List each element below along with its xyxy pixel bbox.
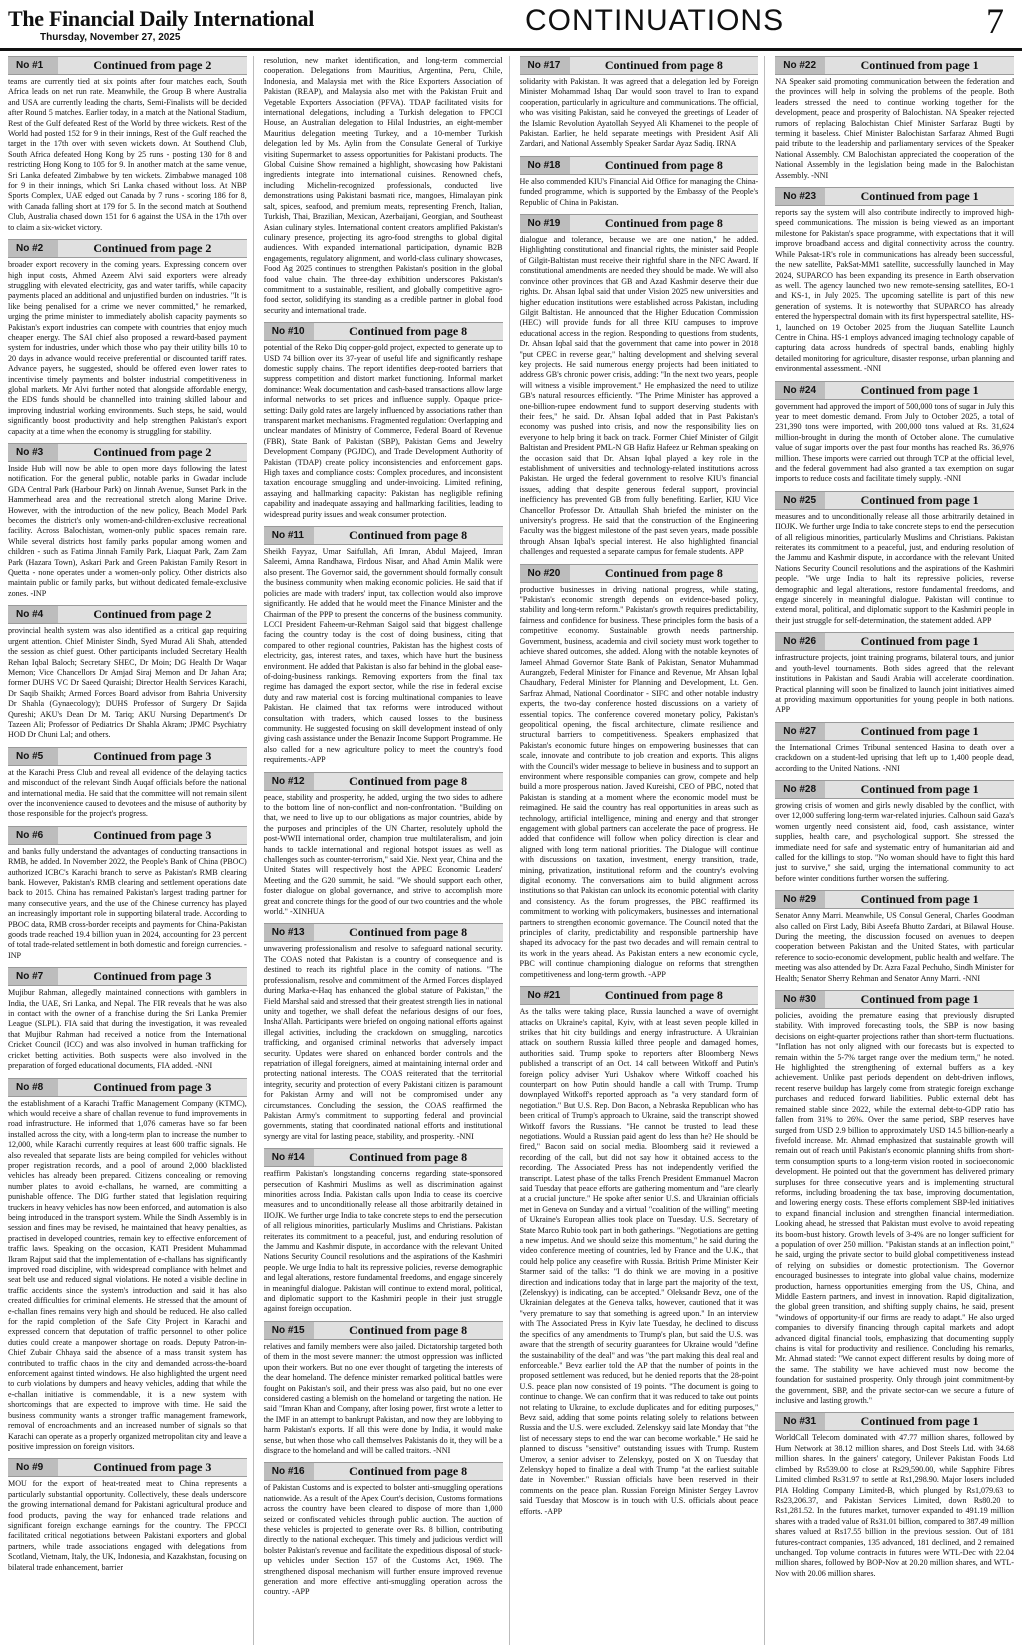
story-header bbox=[520, 156, 759, 175]
continued-from-label: Continued from page 8 bbox=[349, 324, 468, 339]
paper-date: Thursday, November 27, 2025 bbox=[40, 32, 181, 43]
story-number: No #17 bbox=[520, 57, 570, 74]
story-header bbox=[8, 239, 247, 258]
story-header bbox=[8, 1078, 247, 1097]
story-number: No #8 bbox=[8, 1079, 58, 1096]
story-number: No #10 bbox=[264, 323, 314, 340]
continuation-story bbox=[520, 56, 759, 150]
continued-from-label: Continued from page 3 bbox=[93, 1460, 212, 1475]
story-header bbox=[8, 443, 247, 462]
continued-from-label: Continued from page 8 bbox=[349, 1322, 468, 1337]
continued-from-label: Continued from page 2 bbox=[93, 445, 212, 459]
continuation-story bbox=[520, 214, 759, 558]
continued-from-label: Continued from page 2 bbox=[93, 607, 212, 622]
continuation-story bbox=[264, 526, 503, 766]
story-header bbox=[520, 56, 759, 75]
story-body: Mujibur Rahman, allegedly maintained connections with gamblers in India, the UAE, Sri Lanka, and Nepal. The FIR reveals that he was also in contact with the owner of a franchise during the Sri Lanka Premier League (SLPL). FIA said that during the investigation, it was revealed that Mujibur Rahman had received a notice from the International Cricket Council (ICC) and was also involved in human trafficking for cricket betting activities. Both suspects were also involved in the preparation of forged educational documents, FIA added. -NNI bbox=[8, 988, 247, 1071]
continued-from-label: Continued from page 8 bbox=[604, 216, 723, 231]
continued-from-label: Continued from page 1 bbox=[860, 1414, 979, 1429]
story-body: solidarity with Pakistan. It was agreed that a delegation led by Foreign Minister Mohammad Ishaq Dar would soon travel to Iran to expand cooperation, particularly in agriculture and communications. The official, who was visiting Pakistan, said he conveyed the greetings of Leader of the Islamic Revolution Ayatollah Seyyed Ali Khamenei to the people of Pakistan. Earlier, he held separate meetings with President Asif Ali Zardari, and National Assembly Speaker Sardar Ayaz Sadiq. IRNA bbox=[519, 77, 759, 149]
continuation-story bbox=[775, 722, 1014, 774]
story-number: No #19 bbox=[520, 215, 570, 232]
story-number: No #1 bbox=[8, 57, 58, 74]
continuation-story bbox=[8, 56, 247, 233]
story-number: No #28 bbox=[775, 781, 825, 798]
continuation-story bbox=[264, 923, 503, 1142]
story-number: No #25 bbox=[775, 492, 825, 509]
story-header bbox=[8, 1458, 247, 1477]
story-header bbox=[775, 632, 1014, 651]
continuation-story bbox=[8, 826, 247, 961]
story-header bbox=[8, 605, 247, 624]
story-header bbox=[264, 526, 503, 545]
page-number: 7 bbox=[986, 1, 1004, 41]
story-body: relatives and family members were also jailed. Dictatorship targeted both of them in the most severe manner: the utmost oppression was inflicted upon their workers. But no one ever thought of targeting the interests of the dear homeland. The defence minister remarked political battles were fought on Pakistan's soil, and their press was also paid, but no one ever considered casting a blemish on the homeland or targeting the nation. He said "Imran Khan and Company, after losing power, first wrote a letter to the IMF in an attempt to bankrupt Pakistan, and now they are lobbying to harm Pakistan's exports. If all this were done by India, it would make sense, but when those who call themselves Pakistanis do it, they will be a disgrace to the homeland and will be called traitors. -NNI bbox=[263, 1341, 503, 1455]
continued-from-label: Continued from page 2 bbox=[93, 241, 212, 256]
story-header bbox=[264, 1148, 503, 1167]
column bbox=[775, 56, 1014, 1645]
continued-from-label: Continued from page 2 bbox=[93, 58, 212, 72]
continuation-story bbox=[8, 1078, 247, 1453]
continuation-story bbox=[775, 780, 1014, 884]
story-number: No #16 bbox=[264, 1463, 314, 1480]
story-number: No #2 bbox=[8, 240, 58, 257]
continuation-story bbox=[520, 564, 759, 980]
story-body: growing crisis of women and girls newly disabled by the conflict, with over 12,000 suffering long-term war-related injuries. Calhoun said Gaza's women urgently need consistent aid, food, cash assistance, winter supplies, health care, and psychological support. She stressed the immediate need for safe and systematic entry of humanitarian aid and called for the killings to stop. "No woman should have to fight this hard just to survive," she said, urging the international community to act before winter conditions further worsen the suffering. bbox=[775, 800, 1014, 883]
story-body: reports say the system will also contribute indirectly to improved high-speed communications. The mission is being viewed as an important milestone for Pakistan's space programme, with expectations that it will improve broadband access and digital connectivity across the country. While Paksat-1R's role in communications has already been successful, the new satellite, PakSat-MM1 satellite, successfully launched in May 2024, SUPARCO has been expanding its presence in Earth observation as well. The agency launched two new remote-sensing satellites, EO-1 and KS-1, in July 2025. The upcoming satellite is part of this new generation of systems. It is noteworthy that SUPARCO has already entered the hyperspectral domain with its first hyperspectral satellite, HS-1, launched on 19 October 2025 from the Jiuquan Satellite Launch Centre in China. HS-1 employs advanced imaging technology capable of capturing data across hundreds of spectral bands, enabling highly detailed monitoring for agriculture, disaster response, urban planning and environmental assessment. -NNI bbox=[775, 208, 1014, 374]
continuation-story bbox=[8, 967, 247, 1071]
story-body: Sheikh Fayyaz, Umar Saifullah, Afi Imran, Abdul Majeed, Imran Saleemi, Amna Randhawa, Firdous Nisar, and Ahad Amin Malik were also present. The Governor said, the government should formally consult the business community when making economic policies. He said that if policies are made with traders' input, tax collection would also improve significantly. He added that he would meet the Finance Minister and the Chairman of the PPP to present the concerns of the business community. LCCI President Faheem-ur-Rehman Saigol said that biggest challenge facing the country today is the cost of doing business, citing that compared to other regional countries, Pakistan has the highest costs of electricity, gas, interest rates, and taxes, which have hurt the business environment. He added that Pakistan is also far behind in the global ease-of-doing-business rankings. Removing exporters from the final tax regime has damaged the export sector, while the rise in federal excise duty and raw material cost is forcing multinational companies to leave Pakistan. He claimed that tax reforms were introduced without consultation with traders, which caused losses to the business community. He suggested focusing on skill development instead of only giving cash assistance under the Benazir Income Support Programme. He also called for a new agriculture policy to meet the country's food requirements.-APP bbox=[263, 547, 503, 765]
story-body: at the Karachi Press Club and reveal all evidence of the delaying tactics and misconduct of the relevant Sindh Auqaf officials before the national and international media. He said that the committee will not remain silent over the inconvenience caused to devotees and the misuse of authority by those responsible for the project's progress. bbox=[8, 767, 247, 819]
story-number: No #4 bbox=[8, 606, 58, 623]
continuation-story bbox=[8, 747, 247, 820]
story-body: provincial health system was also identified as a critical gap requiring urgent attention. Chief Minister Sindh, Syed Murad Ali Shah, attended the session as chief guest. Other participants included Secretary Health Rehan Iqbal Baloch; Secretary SHEC, Dr Moin; DG Health Dr Waqar Memon; Vice Chancellors Dr Amjad Siraj Memon and Dr Jahan Ara; former DUHS VC Dr Saeed Quraishi; Director Health Services Karachi, Dr Saqib Shaikh; Armed Forces Board advisor from Bahria University Dr Shahla (Gynaecology); DUHS Professor of Surgery Dr Sajida Qureshi; AKU's Dean Dr M. Tariq; AKU Nursing Department's Dr Tazeen Ali; Professor of Pediatrics Dr Shahla Akram; JPMC Psychiatry HOD Dr Chuni Lal; and others. bbox=[8, 626, 247, 740]
story-header bbox=[264, 322, 503, 341]
story-body: of Pakistan Customs and is expected to bolster anti-smuggling operations nationwide. As a result of the Apex Court's decision, Customs formations across the country have been cleared to dispose of more than 1,000 seized or confiscated vehicles through public auction. The auction of these vehicles is projected to generate over Rs. 8 billion, contributing directly to the national exchequer. This timely and judicious verdict will bolster Pakistan's revenue and facilitate the expeditious disposal of stuck-up vehicles under Section 157 of the Customs Act, 1969. The strengthened disposal mechanism will further ensure improved revenue generation and more effective anti-smuggling operation across the country. -APP bbox=[263, 1483, 503, 1597]
story-body: WorldCall Telecom dominated with 47.77 million shares, followed by Hum Network at 38.12 million shares, and Dost Steels Ltd. with 34.68 million shares. In the gainers' category, Unilever Pakistan Foods Ltd climbed by Rs539.00 to close at Rs29,590.00, while Sapphire Fibres Limited climbed Rs31.97 to settle at Rs1,298.90. Major losers included PIA Holding Company Limited-B, which plunged by Rs1,079.63 to Rs23,206.37, and Pakistan Services Limited, down Rs80.20 to Rs1,281.52. In the futures market, turnover expanded to 491.19 million shares with a traded value of Rs31.01 billion, compared to 387.49 million shares valued at Rs17.55 billion in the previous session. Out of 181 futures-contract companies, 135 advanced, 181 declined, and 2 remained unchanged. Top volume contracts in futures were WTL-Dec with 22.04 million shares, followed by BOP-Nov at 20.20 million shares, and WTL-Nov with 20.06 million shares. bbox=[775, 1433, 1014, 1578]
story-body: unwavering professionalism and resolve to safeguard national security. The COAS noted that Pakistan is a country of consequence and is destined to reach its rightful place in the comity of nations. "The professionalism, resolve and commitment of the Armed Forces displayed during Marka-e-Haq has enhanced the global stature of Pakistan," the Field Marshal said and stressed that their greatest strength lies in national unity and together, we shall defeat the nefarious designs of our foes, Insha'Allah. Participants were briefed on ongoing national efforts against illegal activities, including the crackdown on smuggling, narcotics trafficking, and organised criminal networks that adversely impact security. Updates were shared on enhanced border controls and the repatriation of illegal foreigners, aimed at maintaining internal order and protecting national interests. The COAS reiterated that the territorial integrity, security and protection of every Pakistani citizen is paramount for Pakistan Army and will not be compromised under any circumstances. Concluding the session, the COAS reaffirmed the Pakistan Army's commitment to supporting federal and provincial governments, stating that coordinated national efforts and institutional synergy are vital for lasting peace, stability, and prosperity. -NNI bbox=[263, 944, 503, 1141]
story-body: As the talks were taking place, Russia launched a wave of overnight attacks on Ukraine's capital, Kyiv, with at least seven people killed in strikes that hit city buildings and energy infrastructure. A Ukrainian attack on southern Russia killed three people and damaged homes, authorities said. Trump spoke to reporters after Bloomberg News published a transcript of an Oct. 14 call between Witkoff and Putin's foreign policy adviser Yuri Ushakov where Witkoff coached his counterpart on how Putin should handle a call with Trump. Trump downplayed Witkoff's reported approach as "a very standard form of negotiation." But U.S. Rep. Don Bacon, a Nebraska Republican who has been critical of Trump's approach to Ukraine, said the transcript showed Witkoff favors the Russians. "He cannot be trusted to lead these negotiations. Would a Russian paid agent do less than he? He should be fired," Bacon said on social media. Bloomberg said it reviewed a recording of the call, but did not say how it obtained access to the recording. The Associated Press has not independently verified the transcript. Latest phase of the talks French President Emmanuel Macron said Tuesday that peace efforts are gathering momentum and "are clearly at a crucial juncture." He spoke after senior U.S. and Ukrainian officials met in Geneva on Sunday and a virtual "coalition of the willing" meeting of Ukraine's European allies took place on Tuesday. U.S. Secretary of State Marco Rubio took part in both gatherings. "Negotiations are getting a new impetus. And we should seize this momentum," he said during the video conference meeting of countries, led by France and the U.K., that could help police any ceasefire with Russia. British Prime Minister Keir Starmer said of the talks: "I do think we are moving in a positive direction and indications today that in large part the majority of the text, (Zelenskyy) is indicating, can be accepted." Oleksandr Bevz, one of the Ukrainian delegates at the Geneva talks, however, cautioned that it was "very premature to say that something is agreed upon." In an interview with The Associated Press in Kyiv late Tuesday, he declined to discuss the specifics of any amendments to Trump's plan, but said the U.S. was aware that the strength of security guarantees for Ukraine would "define the sustainability of the deal" and was "the part making this deal real and enforceable." Bevz earlier told the AP that the number of points in the proposed settlement was reduced, but he denied reports that the 28-point U.S. peace plan now consisted of 19 points. "The document is going to continue to change. We can confirm that it was reduced to take out points not relating to Ukraine, to exclude duplicates and for editing purposes," Bevz said, adding that some points relating solely to relations between Russia and the U.S. were excluded. Zelenskyy said late Monday that "the list of necessary steps to end the war can become workable." He said he planned to discuss "sensitive" outstanding issues with Trump. Rustem Umerov, a senior adviser to Zelenskyy, posted on X on Tuesday that Zelenskyy hoped to finalize a deal with Trump "at the earliest suitable date in November." Russian officials have been reserved in their comments on the peace plan. Russian Foreign Minister Sergey Lavrov said Tuesday that Moscow is in touch with U.S. officials about peace efforts. -APP bbox=[519, 1007, 759, 1516]
story-number: No #12 bbox=[264, 773, 314, 790]
continued-from-label: Continued from page 8 bbox=[349, 773, 468, 788]
story-header bbox=[8, 56, 247, 75]
story-body: teams are currently tied at six points after four matches each, South Africa leads on net run rate. Meanwhile, the Group B where Australia and USA are currently leading the charts, Semi-Finalists will be decided after Round 5 matches. Earlier today, in a match at the National Stadium, Rest of the Gulf defeated Rest of the World by three wickets. Rest of the World had posted 152 for 9 in their innings, Rest of the Gulf reached the target in the 17th over with seven wickets down. At Southend Club, South Africa defeated Hong Kong by 25 runs - posting 130 for 8 and restricting Hong Kong to 105 for 9. In another match at the same venue, Sri Lanka defeated Zimbabwe by ten wickets. Zimbabwe managed 108 for 9 in their innings, which Sri Lanka chased without loss. At NBP Sports Complex, UAE edged out Canada by 7 runs - scoring 186 for 8, with Canada falling short at 179 for 5. In the second match at Southend Club, Australia chased down 151 for 6 against the USA in the 17th over to claim a six-wicket victory. bbox=[8, 77, 247, 232]
columns bbox=[8, 56, 1014, 1645]
continued-from-label: Continued from page 8 bbox=[349, 1150, 468, 1165]
column bbox=[520, 56, 766, 1645]
continuation-story bbox=[775, 491, 1014, 626]
story-body: policies, avoiding the premature easing that previously disrupted stability. With improved forecasting tools, the SBP is now basing decisions on eight-quarter projections rather than short-term fluctuations. "Inflation has not only aligned with our forecasts but is expected to remain within the 5-7% target range over the medium term," he noted. He highlighted the strengthening of external buffers as a key achievement. Unlike past periods dependent on debt-driven inflows, recent reserve buildup has largely come from strategic foreign exchange purchases and reduced forward liabilities. Public external debt has remained stable since 2022, while the external debt-to-GDP ratio has fallen from 31% to 26%. Over the same period, SBP reserves have surged from USD 2.9 billion to approximately USD 14.5 billion-nearly a fivefold increase. Mr. Ahmad emphasized that sustainable growth will remain out of reach until Pakistan's economic planning shifts from short-term consumption spurts to a long-term vision rooted in socioeconomic development. He pointed out that the government has delivered primary surpluses for three consecutive years and is implementing structural reforms, including broadening the tax base, improving documentation, and lowering energy costs. These efforts complement SBP-led initiatives to expand financial inclusion and strengthen financial intermediation. Looking ahead, he stressed that Pakistan must evolve to avoid repeating its boom-bust history. Growth levels of 3-4% are no longer sufficient for a population of over 250 million. "Pakistan stands at an inflection point," he said, urging the private sector to build global competitiveness instead of relying on subsidies or domestic protectionism. The Governor encouraged businesses to integrate into global value chains, modernize production, harness opportunities emerging from the US, China, and Middle Eastern partners, and invest in innovation. Rapid digitalization, the global green transition, and shifting supply chains, he said, present "windows of opportunity-if our firms are ready to adapt." He also urged companies to diversify financing through capital markets and adopt advanced digital financial tools, emphasizing that documenting supply chains is vital for productivity and resilience. Concluding his remarks, Mr. Ahmad stated: "We cannot expect different results by doing more of the same. The stability we have achieved must now become the foundation for sustained prosperity. Only through joint commitment-by the government, SBP, and the private sector-can we secure a future of inclusive and lasting growth." bbox=[775, 1011, 1014, 1406]
story-header bbox=[775, 722, 1014, 741]
continued-from-label: Continued from page 1 bbox=[860, 189, 979, 204]
story-body: infrastructure projects, joint training programs, bilateral tours, and junior and youth-level tournaments. Both sides agreed that the relevant institutions in Pakistan and Saudi Arabia will accelerate coordination. Practical planning will soon be finalized to launch joint initiatives aimed at providing maximum opportunities for young people in both nations. APP bbox=[775, 653, 1014, 715]
continued-from-label: Continued from page 1 bbox=[860, 634, 979, 649]
story-number: No #24 bbox=[775, 382, 825, 399]
story-header bbox=[775, 990, 1014, 1009]
story-body: dialogue and tolerance, because we are one nation," he added. Highlighting constitutional and financial rights, the minister said People of Gilgit-Baltistan must receive their rightful share in the NFC Award. If constitutional amendments are needed they should be made. We will also convince other provinces that GB and Azad Kashmir deserve their due rights. Dr. Ahsan Iqbal said that under Vision 2025 new universities and higher education institutions were established across Pakistan, including Gilgit Baltistan. He announced that the Higher Education Commission (HEC) will provide funds for all three KIU campuses to improve educational access in the region. Responding to questions from students, Dr. Ahsan Iqbal said that the government that came into power in 2018 "put CPEC in reverse gear," halting development and shelving several key projects. He said numerous energy projects had been initiated to address GB's chronic power crisis, adding: "In the next two years, people will witness a visible improvement." He emphasized the need to utilize GB's natural resources efficiently. "The Prime Minister has approved a one-billion-rupee endowment fund to support deserving students with their fees," he said. Dr. Ahsan Iqbal added that in Past Pakistan's economy was pushed into crisis, and now the responsibility lies on everyone to help bring it back on track. Former Chief Minister of Gilgit Baltistan and President PML-N GB Hafiz Hafeez ur Rehman speaking on the occasion said that Dr. Ahsan Iqbal played a key role in the establishment of universities and technology-related institutions across Pakistan. He urged the federal government to resolve KIU's financial issues, adding that despite generous federal support, provincial inefficiency has prevented GB from fully benefiting. Earlier, KIU Vice Chancellor Professor Dr. Attaullah Shah briefed the minister on the university's progress. He said that the construction of the Engineering Faculty was the biggest milestone of the past seven years, made possible through Ahsan Iqbal's special interest. He also highlighted financial challenges and requested a separate campus for female students. APP bbox=[519, 235, 759, 557]
story-header bbox=[520, 564, 759, 583]
continued-from-label: Continued from page 1 bbox=[860, 492, 979, 507]
continued-from-label: Continued from page 3 bbox=[93, 969, 212, 984]
story-header bbox=[775, 1412, 1014, 1431]
continuation-story bbox=[775, 187, 1014, 375]
continuation-story bbox=[264, 1321, 503, 1456]
story-header bbox=[775, 187, 1014, 206]
continuation-story bbox=[264, 322, 503, 520]
story-number: No #11 bbox=[264, 527, 314, 544]
story-body: NA Speaker said promoting communication between the federation and the provinces will help in solving the problems of the people. Both leaders stressed the need to continue working together for the development, peace and prosperity of Balochistan. NA Speaker rejected rumors of replacing Balochistan Chief Minister Sarfaraz Bugti by terming it baseless. Chief Minister Balochistan Sarfaraz Ahmed Bugti paid tribute to the leadership and parliamentary services of the Speaker National Assembly. CM Balochistan appreciated the cooperation of the National Assembly in the legislation being made in the Balochistan Assembly. -NNI bbox=[775, 77, 1014, 180]
continuation-story bbox=[264, 56, 503, 316]
continuation-story bbox=[520, 156, 759, 208]
story-header bbox=[8, 826, 247, 845]
story-body: measures and to unconditionally release all those arbitrarily detained in IIOJK. We further urge India to take concrete steps to end the persecution of all religious minorities, particularly Muslims and Christians. Pakistan reiterates its commitment to a peaceful, just, and enduring resolution of the Jammu and Kashmir dispute, in accordance with the relevant United Nations Security Council resolutions and the aspirations of the Kashmiri people. "We urge India to halt its repressive policies, reverse demographic and legal alterations, restore fundamental freedoms, and engage sincerely in meaningful dialogue. Pakistan will continue to extend moral, political, and diplomatic support to the Kashmiri people in their just struggle for self-determination, the statement added. APP bbox=[775, 511, 1014, 625]
story-number: No #5 bbox=[8, 748, 58, 765]
continuation-story bbox=[775, 632, 1014, 715]
story-header bbox=[775, 56, 1014, 75]
story-header bbox=[775, 491, 1014, 510]
story-number: No #22 bbox=[775, 57, 825, 74]
story-body: Senator Anny Marri. Meanwhile, US Consul General, Charles Goodman also called on First Lady, Bibi Aseefa Bhutto Zardari, at Bilawal House. During the meeting, the discussion focused on avenues to deepen cooperation between Pakistan and the United States, with particular reference to socio-economic development, public health and welfare. The meeting was also attended by Dr. Azra Fazal Pechuho, Sindh Minister for Health; Senator Sherry Rehman and Senator Anny Marri. -NNI bbox=[775, 911, 1014, 983]
story-number: No #30 bbox=[775, 991, 825, 1008]
continuation-story bbox=[8, 443, 247, 599]
story-body: peace, stability and prosperity, he added, urging the two sides to adhere to the bottom line of non-conflict and non-confrontation. "Building on that, we need to live up to our obligations as major countries, abide by the purposes and principles of the UN Charter, resolutely uphold the post-WWII international order, champion true multilateralism, and join hands to tackle international and regional hotspot issues as well as challenges such as counter-terrorism," said Xie. Next year, China and the United States will respectively host the APEC Economic Leaders' Meeting and the G20 summit, he said. "We should support each other, foster dialogue on global governance, and strive to accomplish more great and concrete things for the good of our two countries and the whole world." -XINHUA bbox=[263, 792, 503, 917]
continued-from-label: Continued from page 1 bbox=[860, 992, 979, 1007]
story-number: No #27 bbox=[775, 723, 825, 740]
story-number: No #21 bbox=[520, 987, 570, 1004]
story-body: MOU for the export of heat-treated meat to China represents a particularly substantial opportunity. Collectively, these deals underscore the growing international demand for Pakistani agricultural produce and food products, paving the way for enhanced trade relations and significant foreign exchange earnings for the country. The FPCCI facilitated critical negotiations between Pakistani exporters and global partners, while trade associations engaged with delegations from Scotland, Vietnam, Italy, the UK, Indonesia, and Kazakhstan, focusing on bilateral trade enhancement, barrier bbox=[8, 1479, 247, 1572]
story-body: productive businesses in driving national progress, while stating, "Pakistan's economic strength depends on evidence-based policy, stability and long-term reform." Pakistan's growth requires predictability, fairness and confidence for business. These principles form the basis of a competitive economy. Sustainable growth needs partnership. Government, business, academia and civil society must work together to achieve shared outcomes, she added. Along with the notable keynotes of Jameel Ahmad Governor State Bank of Pakistan, Senator Muhammad Aurangzeb, Federal Minister for Finance and Revenue, Mr Ahsan Iqbal Chaudhary, Federal Minister for Planning and Development, Lt. Gen. Sarfraz Ahmad, National Coordinator - SIFC and other notable industry experts, the two-day conference hosted discussions on a variety of essential topics. The conference covered monetary policy, Pakistan's geopolitical opening, the fiscal architecture, climate resilience and structural barriers to competitiveness. Speakers emphasized that Pakistan's economic future hinges on empowering businesses that can scale, innovate and contribute to job creation and exports. This aligns with the Council's wider message to believe in business and to support an environment where responsible companies can grow, compete and help build a more prosperous nation. Javed Kureishi, CEO of PBC, noted that Pakistan is standing at a moment where the economic model must be reimagined. He said the country has real opportunities in areas such as technology, artificial intelligence, mining and energy and that stronger engagement with global partners can accelerate the pace of progress. He added that confidence will follow when policy direction is clear and aligned with long term national priorities. The Dialogue will continue with discussions on taxation, investment, energy transition, trade, mining, privatization, institutional reform and the country's evolving digital economy. The conversations aim to build alignment across institutions so that Pakistan can unlock its economic potential with clarity and consistency. As the forum progresses, the PBC reaffirmed its commitment to working with policymakers, businesses and international partners to strengthen economic governance. The Council noted that the principles of clarity, predictability and responsible partnership have shaped its advocacy for the past two decades and will remain central to its work in the years ahead. As Pakistan enters a new economic cycle, PBC will continue championing dialogue on reforms that strengthen competitiveness and long-term growth. -APP bbox=[519, 584, 759, 979]
story-header bbox=[775, 890, 1014, 909]
story-number: No #14 bbox=[264, 1149, 314, 1166]
story-number: No #23 bbox=[775, 188, 825, 205]
story-header bbox=[520, 986, 759, 1005]
story-number: No #26 bbox=[775, 633, 825, 650]
story-number: No #9 bbox=[8, 1459, 58, 1476]
story-number: No #15 bbox=[264, 1322, 314, 1339]
continued-from-label: Continued from page 8 bbox=[604, 988, 723, 1003]
story-number: No #29 bbox=[775, 891, 825, 908]
column bbox=[8, 56, 254, 1645]
continuation-story bbox=[264, 1462, 503, 1597]
continued-from-label: Continued from page 8 bbox=[349, 1464, 468, 1479]
story-body: and banks fully understand the advantages of conducting transactions in RMB, he added. In November 2022, the People's Bank of China (PBOC) authorized ICBC's Karachi branch to serve as Pakistan's RMB clearing bank. However, Pakistan's RMB clearing and settlement operations date back to 2015. China has remained Pakistan's largest trading partner for many consecutive years, and the use of the Chinese currency has played an increasingly important role in supporting bilateral trade. According to PBOC data, RMB cross-border receipts and payments for China-Pakistan goods trade reached 19.4 billion yuan in 2024, accounting for 23 percent of total trade-related settlement in both domestic and foreign currencies. -INP bbox=[8, 846, 247, 960]
continued-from-label: Continued from page 8 bbox=[349, 925, 468, 940]
story-header bbox=[520, 214, 759, 233]
continued-from-label: Continued from page 1 bbox=[860, 781, 979, 796]
story-header bbox=[8, 967, 247, 986]
story-body: He also commended KIU's Financial Aid Office for managing the China-funded programme, which is supported by the Embassy of the People's Republic of China in Pakistan. bbox=[519, 176, 759, 207]
continuation-story bbox=[8, 1458, 247, 1573]
continued-from-label: Continued from page 8 bbox=[604, 58, 723, 72]
continued-from-label: Continued from page 1 bbox=[860, 382, 979, 397]
section-title: CONTINUATIONS bbox=[525, 4, 785, 37]
continuation-story bbox=[8, 605, 247, 740]
story-header bbox=[775, 381, 1014, 400]
continued-from-label: Continued from page 1 bbox=[860, 723, 979, 738]
story-number: No #7 bbox=[8, 968, 58, 985]
story-body: Inside Hub will now be able to open more days following the latest notification. For the general public, notable parks in Gwadar include GDA Central Park (Harbour Park) on Jinnah Avenue, Sunset Park in the Hammerhead area and the recreational stretch along Marine Drive. However, with the introduction of the new policy, Beach Model Park becomes the district's only women-and-children-exclusive recreational facility. Across Balochistan, women-only public spaces remain rare. While several districts host family parks popular among women and children - such as Fatima Jinnah Family Park, Liaquat Park, Zam Zam Park (Hazara Town), Askari Park and Green Pakistan Family Resort in Quetta - none operates under a women-only policy. Other districts also maintain public or family parks, but without dedicated female-exclusive zones. -INP bbox=[8, 464, 247, 598]
continued-from-label: Continued from page 3 bbox=[93, 748, 212, 763]
story-body: reaffirm Pakistan's longstanding concerns regarding state-sponsored persecution of Kashmiri Muslims as well as discrimination against minorities across India. Pakistan calls upon India to cease its coercive measures and to unconditionally release all those arbitrarily detained in IIOJK. We further urge India to take concrete steps to end the persecution of all religious minorities, particularly Muslims and Christians. Pakistan reiterates its commitment to a peaceful, just, and enduring resolution of the Jammu and Kashmir dispute, in accordance with the relevant United Nations Security Council resolutions and the aspirations of the Kashmiri people. We urge India to halt its repressive policies, reverse demographic and legal alterations, restore fundamental freedoms, and engage sincerely in meaningful dialogue. Pakistan will continue to extend moral, political, and diplomatic support to the Kashmiri people in their just struggle against foreign occupation. bbox=[263, 1169, 503, 1314]
story-body: government had approved the import of 500,000 tons of sugar in July this year to meet domestic demand. From July to October 2025, a total of 231,390 tons were imported, with 200,000 tons valued at Rs. 31,624 million-brought in during the month of October alone. The cumulative value of sugar imports over the past four months has reached Rs. 36,976 million. These imports were carried out through TCP at the official level, and the federal government had also granted a tax exemption on sugar imports to reduce costs and facilitate timely supply. -NNI bbox=[775, 401, 1014, 484]
story-body: broader export recovery in the coming years. Expressing concern over high input costs, Ahmed Azeem Alvi said exporters were already struggling with elevated electricity, gas and water tariffs, while capacity payments placed an additional and unjustified burden on industries. "It is like being penalised for a crime we never committed," he remarked, urging the prime minister to immediately abolish capacity payments so Pakistan's export industries can compete with countries that enjoy much cheaper energy. The SAI chief also proposed a reward-based payment system for industries, under which those who pay their utility bills 10 to 20 days in advance would receive preferential or discounted tariff rates. Advance payers, he suggested, should be offered even lower rates to incentivise timely payments and bolster industrial competitiveness in global markets. Mr Alvi further noted that alongside affordable energy, the EDS funds should be channelled into training skilled labour and improving industrial working environments. Such steps, he said, would significantly boost productivity and help strengthen Pakistan's export capacity at a time when the economy is struggling for stability. bbox=[8, 260, 247, 436]
story-body: the establishment of a Karachi Traffic Management Company (KTMC), which would receive a share of challan revenue to fund improvements in road infrastructure. He informed that 1,076 cameras have so far been installed across the city, with a long-term plan to increase the number to 12,000, while Karachi currently requires at least 600 traffic signals. He also revealed that separate lists are being compiled for vehicles without proper registration records, and a pool of around 2,000 blacklisted vehicles has already been prepared. Citizens concealing or removing number plates to avoid e-challans, he warned, are committing a punishable offence. The DIG further stated that legislation requiring truckers in heavy vehicles has now been enforced, and automation is also being introduced in the transport system. While the Sindh Assembly is in session and fines may be revised, he maintained that heavy penalties, as practised in developed countries, remain key to effective enforcement of traffic laws. Speaking on the occasion, KATI President Muhammad Ikram Rajput said that the implementation of e-challans has significantly improved road discipline, with widespread compliance with helmet and seat belt use and reduced signal violations. He noted a visible decline in traffic accidents since the system's introduction and said it has also created difficulties for criminal elements. He stressed that the amount of e-challan fines remains very high and should be reduced. He also called for the rapid completion of the Safe City Project in Karachi and expressed concern that deputation of traffic personnel to other police duties could create a manpower shortage on roads. Deputy Patron-in-Chief Zubair Chhaya said the absence of a mass transit system has contributed to traffic chaos in the city and demanded across-the-board enforcement against tinted windows. He also highlighted the urgent need to curb violations by dumpers and heavy vehicles, adding that while the e-challan initiative is commendable, it is a new system with shortcomings that are expected to improve with time. He said the business community wants a stronger traffic management framework, removal of encroachments and an increased number of signals so that Karachi can operate as a properly organized metropolitan city and leave a positive impression on foreign visitors. bbox=[8, 1098, 247, 1451]
story-number: No #13 bbox=[264, 924, 314, 941]
continued-from-label: Continued from page 3 bbox=[93, 1079, 212, 1094]
continued-from-label: Continued from page 8 bbox=[349, 528, 468, 543]
continued-from-label: Continued from page 1 bbox=[860, 58, 979, 72]
story-header bbox=[8, 747, 247, 766]
continuation-story bbox=[264, 1148, 503, 1315]
story-body: potential of the Reko Diq copper-gold project, expected to generate up to USD 74 billion over its 37-year of useful life and significantly reshape domestic supply chains. The report identifies deep-rooted barriers that suppress competition and distort market functioning. Informal market dominance: Weak documentation and cash-based transactions allow large informal networks to set prices and influence supply. Opaque price-setting: Daily gold rates are largely influenced by associations rather than transparent market mechanisms. Fragmented regulation: Overlapping and unclear mandates of Ministry of Commerce, Federal Board of Revenue (FBR), State Bank of Pakistan (SBP), Pakistan Gems and Jewelry Development Company (PGJDC), and Trade Development Authority of Pakistan (TDAP) create policy inconsistencies and enforcement gaps. High taxes and compliance costs: Complex procedures, and inconsistent taxation encourage smuggling and under-invoicing. Limited refining, assaying and hallmarking capacity: Pakistan has negligible refining capability and inadequate assaying and hallmarking facilities, leading to widespread purity issues and weak consumer protection. bbox=[263, 343, 503, 519]
story-header bbox=[264, 1321, 503, 1340]
continued-from-label: Continued from page 3 bbox=[93, 827, 212, 842]
paper-name: The Financial Daily International bbox=[8, 6, 315, 31]
continuation-story bbox=[8, 239, 247, 437]
story-body: resolution, new market identification, and long-term commercial cooperation. Delegations from Mauritius, Argentina, Peru, Chile, Indonesia, and Malaysia met with the Rice Exporters Association of Pakistan (REAP), and Malaysia also met with the Pakistan Fruit and Vegetable Exporters Association (PFVA). TDAP facilitated visits for international delegations, including a Turkish delegation to FPCCI House, an Australian delegation to Hilal Industries, an eight-member Mauritius delegation meeting Turkey, and a 10-member Turkish delegation led by Ms. Aylin from the Consulate General of Turkiye visiting Supermarket to assess opportunities for Pakistani products. The Global Cuisine Show remained a highlight, showcasing how Pakistani ingredients integrate into international cuisines. Renowned chefs, including Michelin-recognized professionals, conducted live demonstrations using Pakistani basmati rice, mangoes, Himalayan pink salt, spices, seafood, and premium meats, representing French, Italian, Turkish, Thai, Brazilian, Mexican, Azerbaijani, Georgian, and Southeast Asian culinary styles. International content creators amplified Pakistan's culinary presence, projecting its agro-food strengths to global digital audiences. With expanded international participation, dynamic B2B engagements, regulatory alignment, and world-class culinary showcases, Food Ag 2025 continues to strengthen Pakistan's position in the global food value chain. The three-day exhibition underscores Pakistan's commitment to a sustainable, resilient, and globally competitive agro-food sector, solidifying its standing as a credible partner in global food security and international trade. bbox=[263, 56, 503, 315]
continuation-story bbox=[775, 990, 1014, 1406]
story-number: No #31 bbox=[775, 1413, 825, 1430]
story-header bbox=[264, 772, 503, 791]
continuation-story bbox=[775, 381, 1014, 485]
continuation-story bbox=[520, 986, 759, 1517]
continued-from-label: Continued from page 1 bbox=[860, 892, 979, 907]
column bbox=[264, 56, 510, 1645]
continued-from-label: Continued from page 8 bbox=[604, 565, 723, 580]
continuation-story bbox=[775, 890, 1014, 984]
story-number: No #6 bbox=[8, 827, 58, 844]
continuation-story bbox=[264, 772, 503, 918]
story-header bbox=[264, 1462, 503, 1481]
story-body: the International Crimes Tribunal sentenced Hasina to death over a crackdown on a student-led uprising that left up to 1,400 people dead, according to the United Nations. -NNI bbox=[775, 742, 1014, 773]
story-header bbox=[775, 780, 1014, 799]
story-header bbox=[264, 923, 503, 942]
story-number: No #3 bbox=[8, 444, 58, 461]
continuation-story bbox=[775, 56, 1014, 181]
masthead bbox=[0, 0, 1022, 51]
story-number: No #18 bbox=[520, 157, 570, 174]
continued-from-label: Continued from page 8 bbox=[604, 157, 723, 172]
story-number: No #20 bbox=[520, 565, 570, 582]
continuation-story bbox=[775, 1412, 1014, 1579]
